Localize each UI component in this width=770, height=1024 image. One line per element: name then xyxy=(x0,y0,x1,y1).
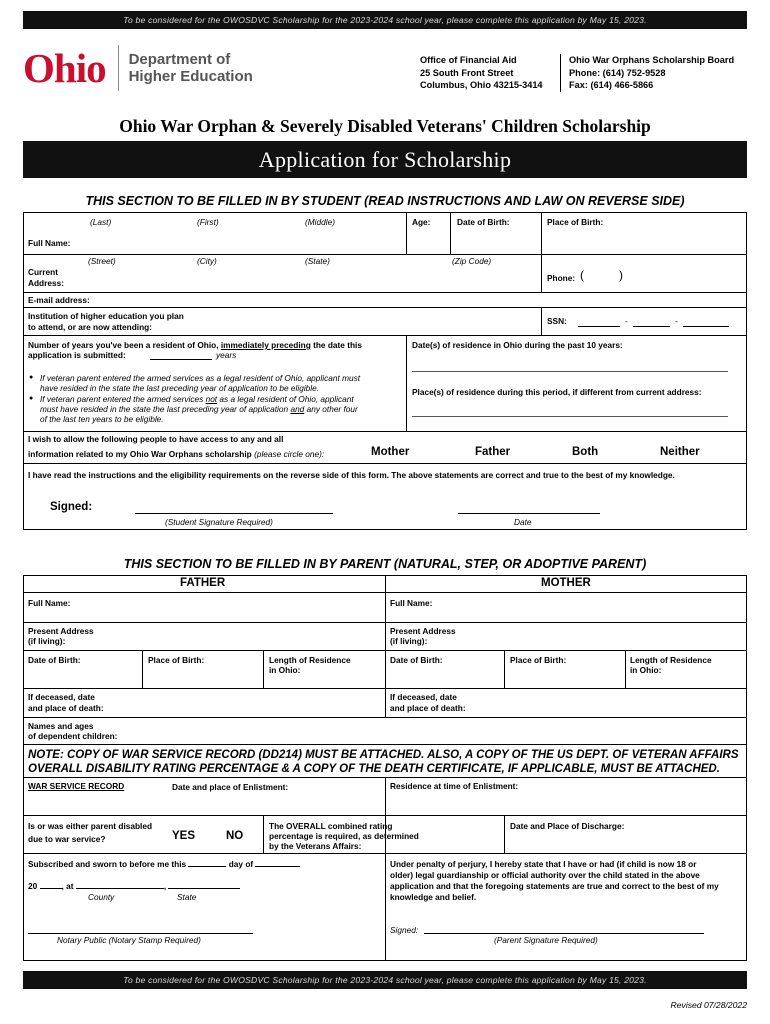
years-unit: years xyxy=(216,350,237,360)
access-label-2: information related to my Ohio War Orphans scholarship (please circle one): xyxy=(28,449,325,459)
ssn-part-1-line[interactable] xyxy=(578,326,620,327)
overall-rating-label-1: The OVERALL combined rating xyxy=(269,821,393,831)
state-label: (State) xyxy=(305,256,330,266)
application-title-bar: Application for Scholarship xyxy=(23,141,747,178)
rule xyxy=(23,744,747,745)
county-label: County xyxy=(88,892,115,902)
perjury-line-4: knowledge and belief. xyxy=(390,892,477,902)
option-no[interactable]: NO xyxy=(226,830,244,842)
option-yes[interactable]: YES xyxy=(172,830,196,842)
parent-signature-line[interactable] xyxy=(424,933,704,934)
bullet-2-line-2: must have resided in the state the last preceding year of application and any other four xyxy=(40,404,358,414)
mother-column-heading: MOTHER xyxy=(541,577,591,589)
contact-line: Fax: (614) 466-5866 xyxy=(569,80,654,90)
rule xyxy=(23,254,747,255)
places-residence-label: Place(s) of residence during this period, if different from current address: xyxy=(412,387,702,397)
rule xyxy=(23,307,747,308)
father-length-field[interactable]: in Ohio: xyxy=(269,665,301,675)
bullet-2-line-1: If veteran parent entered the armed services not as a legal resident of Ohio, applicant xyxy=(40,394,354,404)
parent-signed-label: Signed: xyxy=(390,925,419,935)
mother-length-field[interactable]: in Ohio: xyxy=(630,665,662,675)
notary-label: Notary Public (Notary Stamp Required) xyxy=(57,935,201,945)
rule xyxy=(263,815,264,853)
financial-aid-address xyxy=(420,54,543,92)
father-deceased-label: If deceased, date xyxy=(28,692,95,702)
father-dob-field[interactable]: Date of Birth: xyxy=(28,655,81,665)
rule xyxy=(406,212,407,254)
bullet-icon: ● xyxy=(29,395,34,402)
access-label-1: I wish to allow the following people to have access to any and all xyxy=(28,434,284,444)
sworn-statement: Subscribed and sworn to before me this day of xyxy=(28,858,300,870)
residence-dates-line[interactable] xyxy=(412,371,728,372)
years-residency-line[interactable] xyxy=(150,359,212,360)
zip-label: (Zip Code) xyxy=(452,256,492,266)
father-address-field[interactable]: (if living): xyxy=(28,636,66,646)
contact-line: Ohio War Orphans Scholarship Board xyxy=(569,55,735,65)
contact-line: 25 South Front Street xyxy=(420,67,514,78)
sworn-location: 20 , at , xyxy=(28,880,240,892)
current-address-field[interactable]: Address: xyxy=(28,278,64,288)
current-address-label: Current xyxy=(28,267,58,277)
institution-label: Institution of higher education you plan xyxy=(28,311,184,321)
rule xyxy=(450,212,451,254)
note-line-1: NOTE: COPY OF WAR SERVICE RECORD (DD214) MUST BE ATTACHED. ALSO, A COPY OF THE US DEPT. OF VETERAN AFFAIRS xyxy=(28,749,739,761)
notary-signature-line[interactable] xyxy=(28,933,253,934)
mother-deceased-label: If deceased, date xyxy=(390,692,457,702)
mother-full-name-field[interactable]: Full Name: xyxy=(390,598,433,608)
dept-name xyxy=(129,51,253,85)
rule xyxy=(385,853,386,961)
father-full-name-field[interactable]: Full Name: xyxy=(28,598,71,608)
father-address-label: Present Address xyxy=(28,626,94,636)
dependents-field[interactable]: of dependent children: xyxy=(28,731,118,741)
student-section-heading: THIS SECTION TO BE FILLED IN BY STUDENT (READ INSTRUCTIONS AND LAW ON REVERSE SIDE) xyxy=(85,194,685,208)
parent-signature-required-label: (Parent Signature Required) xyxy=(494,935,598,945)
rule xyxy=(23,335,747,336)
email-field[interactable]: E-mail address: xyxy=(28,295,90,305)
scholarship-board-contact xyxy=(560,54,734,92)
age-field[interactable]: Age: xyxy=(412,217,431,227)
middle-name-label: (Middle) xyxy=(305,217,335,227)
rule xyxy=(142,650,143,688)
student-date-line[interactable] xyxy=(458,513,600,514)
mother-dob-field[interactable]: Date of Birth: xyxy=(390,655,443,665)
rule xyxy=(23,463,747,464)
rule xyxy=(625,650,626,688)
father-length-label: Length of Residence xyxy=(269,655,351,665)
enlistment-field[interactable]: Date and place of Enlistment: xyxy=(172,782,289,792)
signature-required-label: (Student Signature Required) xyxy=(165,517,273,527)
revision-date: Revised 07/28/2022 xyxy=(670,1000,747,1010)
city-label: (City) xyxy=(197,256,217,266)
mother-pob-field[interactable]: Place of Birth: xyxy=(510,655,567,665)
perjury-line-3: application and that the foregoing statements are true and correct to the best of my xyxy=(390,881,719,891)
scholarship-title: Ohio War Orphan & Severely Disabled Veterans' Children Scholarship xyxy=(119,116,651,136)
father-column-heading: FATHER xyxy=(180,577,226,589)
date-label: Date xyxy=(514,517,532,527)
student-pob-field[interactable]: Place of Birth: xyxy=(547,217,604,227)
ohio-wordmark: Ohio xyxy=(23,44,106,91)
institution-field[interactable]: to attend, or are now attending: xyxy=(28,322,152,332)
rule xyxy=(385,575,386,717)
disabled-question-2: due to war service? xyxy=(28,834,106,844)
certification-statement: I have read the instructions and the eligibility requirements on the reverse side of this form. The above statements are correct and true to the best of my knowledge. xyxy=(28,470,675,480)
overall-rating-field[interactable]: by the Veterans Affairs: xyxy=(269,841,362,851)
discharge-field[interactable]: Date and Place of Discharge: xyxy=(510,821,625,831)
mother-address-field[interactable]: (if living): xyxy=(390,636,428,646)
rule xyxy=(385,777,386,853)
ssn-dash: - xyxy=(675,316,678,326)
war-service-record-heading: WAR SERVICE RECORD xyxy=(28,781,125,791)
dept-line-1: Department of xyxy=(128,51,231,68)
option-neither[interactable]: Neither xyxy=(660,446,700,458)
perjury-line-1: Under penalty of perjury, I hereby state that I have or had (if child is now 18 or xyxy=(390,859,697,869)
phone-paren-close: ) xyxy=(619,268,623,282)
father-deceased-field[interactable]: and place of death: xyxy=(28,703,104,713)
first-name-label: (First) xyxy=(197,217,219,227)
option-father[interactable]: Father xyxy=(475,446,511,458)
phone-paren-open: ( xyxy=(580,268,584,282)
rule xyxy=(23,717,747,718)
dependents-label: Names and ages xyxy=(28,721,94,731)
disabled-question-1: Is or was either parent disabled xyxy=(28,821,153,831)
years-residency-label-2: application is submitted: xyxy=(28,350,126,360)
deadline-banner-top: To be considered for the OWOSDVC Scholarship for the 2023-2024 school year, please complete this application by May 15, 2023. xyxy=(23,11,747,29)
student-signature-line[interactable] xyxy=(135,513,333,514)
rule xyxy=(23,292,747,293)
dept-line-2: Higher Education xyxy=(128,68,253,85)
last-name-label: (Last) xyxy=(90,217,112,227)
enlistment-residence-field[interactable]: Residence at time of Enlistment: xyxy=(390,781,519,791)
student-full-name-field[interactable]: Full Name: xyxy=(28,238,71,248)
deadline-banner-bottom: To be considered for the OWOSDVC Scholarship for the 2023-2024 school year, please complete this application by May 15, 2023. xyxy=(23,971,747,989)
mother-deceased-field[interactable]: and place of death: xyxy=(390,703,466,713)
phone-field[interactable]: Phone: xyxy=(547,273,576,283)
residence-dates-label: Date(s) of residence in Ohio during the past 10 years: xyxy=(412,340,623,350)
mother-address-label: Present Address xyxy=(390,626,456,636)
ssn-part-2-line[interactable] xyxy=(633,326,670,327)
rule xyxy=(406,335,407,431)
option-mother[interactable]: Mother xyxy=(371,446,410,458)
street-label: (Street) xyxy=(88,256,116,266)
overall-rating-label-2: percentage is required, as determined xyxy=(269,831,419,841)
parent-section-heading: THIS SECTION TO BE FILLED IN BY PARENT (NATURAL, STEP, OR ADOPTIVE PARENT) xyxy=(123,557,647,571)
bullet-1-line-1: If veteran parent entered the armed services as a legal resident of Ohio, applicant must xyxy=(40,373,361,383)
contact-line: Columbus, Ohio 43215-3414 xyxy=(420,80,543,90)
rule xyxy=(504,815,505,853)
student-signed-label: Signed: xyxy=(50,501,93,513)
contact-line: Office of Financial Aid xyxy=(420,55,517,65)
rule xyxy=(541,307,542,335)
note-line-2: OVERALL DISABILITY RATING PERCENTAGE & A COPY OF THE DEATH CERTIFICATE, IF APPLICABLE, MUST BE ATTACHED. xyxy=(28,763,720,775)
father-pob-field[interactable]: Place of Birth: xyxy=(148,655,205,665)
contact-line: Phone: (614) 752-9528 xyxy=(569,67,666,78)
perjury-line-2: older) legal guardianship or official authority over the child stated in the above xyxy=(390,870,700,880)
attachment-note xyxy=(28,748,739,776)
rule xyxy=(541,254,542,292)
rule xyxy=(23,431,747,432)
years-residency-label: Number of years you've been a resident of Ohio, immediately preceding the date this xyxy=(28,340,362,350)
bullet-2-line-3: of the last ten years to be eligible. xyxy=(40,414,164,424)
rule xyxy=(504,650,505,688)
rule xyxy=(541,212,542,254)
bullet-icon: ● xyxy=(29,374,34,381)
student-dob-field[interactable]: Date of Birth: xyxy=(457,217,510,227)
mother-length-label: Length of Residence xyxy=(630,655,712,665)
logo-divider xyxy=(118,45,119,91)
ohio-higher-ed-logo xyxy=(23,44,253,92)
ssn-field[interactable]: SSN: xyxy=(547,316,567,326)
ssn-dash: - xyxy=(625,316,628,326)
option-both[interactable]: Both xyxy=(572,446,599,458)
bullet-1-line-2: have resided in the state the last preceding year of application to be eligible. xyxy=(40,383,320,393)
state-label: State xyxy=(177,892,197,902)
ssn-part-3-line[interactable] xyxy=(683,326,729,327)
places-residence-line[interactable] xyxy=(412,416,728,417)
rule xyxy=(263,650,264,688)
